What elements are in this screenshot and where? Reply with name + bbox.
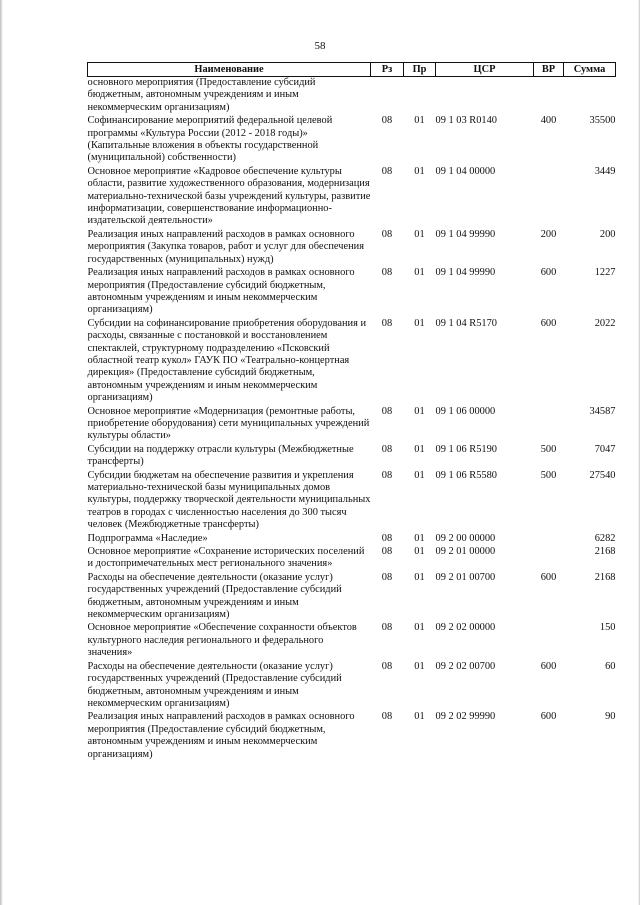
cell-rz: 08 [381,317,393,329]
cell-sum: 90 [605,711,616,723]
cell-csr: 09 2 02 00700 [435,660,496,672]
cell-vr: 500 [540,469,557,481]
table-row [88,470,616,533]
scan-edge-left [0,0,3,905]
cell-rz: 08 [381,660,393,672]
cell-name: Софинансирование мероприятий федеральной целевой программы «Культура России (2012 - 2018 годы)» (Капитальные вложения в объекты государственной (муниципальной) собственности) [87,115,333,164]
cell-vr [534,166,564,229]
cell-name: Основное мероприятие «Обеспечение сохранности объектов культурного наследия регионального и федерального значения» [87,622,357,659]
cell-name: Основное мероприятие «Кадровое обеспечение культуры области, развитие художественного образования, модернизация материально-технической базы учреждений культуры, развитие информатизации, совершенствование информационно-издательской деятельности» [87,165,371,227]
cell-csr: 09 1 04 00000 [435,165,496,177]
cell-vr [534,622,564,660]
cell-pr: 01 [414,711,425,723]
cell-pr: 01 [414,622,425,634]
cell-vr [534,77,564,116]
cell-name: Субсидии на поддержку отрасли культуры (Межбюджетные трансферты) [87,443,354,468]
column-header-vr: ВР [534,63,564,77]
cell-sum: 35500 [589,115,616,127]
cell-csr: 09 1 06 R5190 [435,443,497,455]
cell-sum: 1227 [594,267,616,279]
column-header-sum: Сумма [564,63,616,77]
cell-sum: 34587 [589,405,616,417]
cell-csr: 09 2 01 00700 [435,571,496,583]
cell-pr: 01 [414,469,425,481]
cell-name: Основное мероприятие «Модернизация (ремонтные работы, приобретение оборудования) сети муниципальных учреждений культуры области» [87,405,370,442]
cell-name: Субсидии на софинансирование приобретения оборудования и расходы, связанные с постановкой и восстановлением спектаклей, структурному подразделению «Псковский областной театр кукол» ГАУК ПО «Театрально-концертная дирекция» (Предоставление субсидий бюджетным, автономным учреждениям и иным некоммерческим организациям) [87,317,367,404]
cell-csr: 09 1 06 R5580 [435,469,497,481]
cell-rz: 08 [381,546,393,558]
cell-rz: 08 [381,165,393,177]
cell-sum: 2168 [594,546,616,558]
cell-sum: 27540 [589,469,616,481]
cell-csr [436,77,534,116]
cell-name: Основное мероприятие «Сохранение исторических поселений и достопримечательных мест регионального значения» [87,546,365,570]
cell-vr: 400 [540,115,557,127]
cell-pr: 01 [414,571,425,583]
cell-sum: 6282 [594,532,616,544]
cell-vr: 600 [540,711,557,723]
cell-pr: 01 [414,546,425,558]
cell-sum: 7047 [594,443,616,455]
cell-rz: 08 [381,267,393,279]
table-row [88,622,616,660]
table-row [88,444,616,470]
table-row [88,229,616,267]
cell-rz: 08 [381,711,393,723]
table-body [88,77,616,762]
cell-vr: 600 [540,317,557,329]
column-header-pr: Пр [404,63,436,77]
table-row [88,661,616,712]
cell-name: основного мероприятия (Предоставление субсидий бюджетным, автономным учреждениям и иным некоммерческим организациям) [87,77,316,113]
table-row [88,166,616,229]
table-row [88,267,616,318]
table-row [88,318,616,406]
table-row [88,711,616,762]
column-header-name: Наименование [88,63,371,77]
cell-sum [564,77,616,116]
cell-name: Реализация иных направлений расходов в рамках основного мероприятия (Предоставление субсидий бюджетным, автономным учреждениям и иным некоммерческим организациям) [87,267,355,316]
cell-csr: 09 1 04 R5170 [435,317,497,329]
cell-csr: 09 2 02 99990 [435,711,496,723]
cell-rz: 08 [381,469,393,481]
cell-pr: 01 [414,115,425,127]
cell-name: Реализация иных направлений расходов в рамках основного мероприятия (Закупка товаров, работ и услуг для обеспечения государственных (муниципальных) нужд) [87,228,364,265]
cell-sum: 200 [599,228,616,240]
column-header-csr: ЦСР [436,63,534,77]
cell-rz [371,77,404,116]
cell-pr: 01 [414,165,425,177]
table-header [88,63,616,77]
page-number: 58 [314,40,326,52]
cell-csr: 09 1 04 99990 [435,228,496,240]
cell-rz: 08 [381,228,393,240]
cell-pr [404,77,436,116]
cell-sum: 60 [605,660,616,672]
table-row [88,115,616,166]
cell-csr: 09 1 04 99990 [435,267,496,279]
cell-name: Расходы на обеспечение деятельности (оказание услуг) государственных учреждений (Предоставление субсидий бюджетным, автономным учреждениям и иным некоммерческим организациям) [87,660,342,709]
cell-rz: 08 [381,443,393,455]
cell-vr: 500 [540,443,557,455]
cell-pr: 01 [414,443,425,455]
table-row [88,572,616,623]
cell-pr: 01 [414,267,425,279]
cell-vr [534,546,564,572]
table-row [88,546,616,572]
cell-rz: 08 [381,405,393,417]
cell-vr [534,533,564,546]
cell-pr: 01 [414,532,425,544]
cell-vr [534,406,564,444]
table-row [88,406,616,444]
cell-name: Субсидии бюджетам на обеспечение развития и укрепления материально-технической базы муниципальных домов культуры, поддержку творческой деятельности муниципальных театров в городах с численностью населения до 300 тысяч человек (Межбюджетные трансферты) [87,469,371,531]
cell-pr: 01 [414,405,425,417]
cell-csr: 09 1 06 00000 [435,405,496,417]
cell-vr: 600 [540,571,557,583]
cell-rz: 08 [381,571,393,583]
column-header-rz: Рз [371,63,404,77]
cell-csr: 09 2 00 00000 [435,532,496,544]
cell-rz: 08 [381,115,393,127]
cell-sum: 150 [599,622,616,634]
cell-sum: 2168 [594,571,616,583]
cell-rz: 08 [381,622,393,634]
cell-vr: 200 [540,228,557,240]
budget-table [87,62,616,762]
cell-sum: 2022 [594,317,616,329]
table-row [88,533,616,546]
cell-vr: 600 [540,267,557,279]
cell-sum: 3449 [594,165,616,177]
cell-csr: 09 2 02 00000 [435,622,496,634]
cell-vr: 600 [540,660,557,672]
cell-csr: 09 1 03 R0140 [435,115,497,127]
cell-name: Расходы на обеспечение деятельности (оказание услуг) государственных учреждений (Предоставление субсидий бюджетным, автономным учреждениям и иным некоммерческим организациям) [87,571,342,621]
cell-pr: 01 [414,660,425,672]
cell-name: Подпрограмма «Наследие» [87,532,208,544]
cell-name: Реализация иных направлений расходов в рамках основного мероприятия (Предоставление субсидий бюджетным, автономным учреждениям и иным некоммерческим организациям) [87,711,355,760]
cell-csr: 09 2 01 00000 [435,546,496,558]
header-row [88,63,616,77]
cell-pr: 01 [414,228,425,240]
cell-rz: 08 [381,532,393,544]
table-row [88,77,616,116]
cell-pr: 01 [414,317,425,329]
